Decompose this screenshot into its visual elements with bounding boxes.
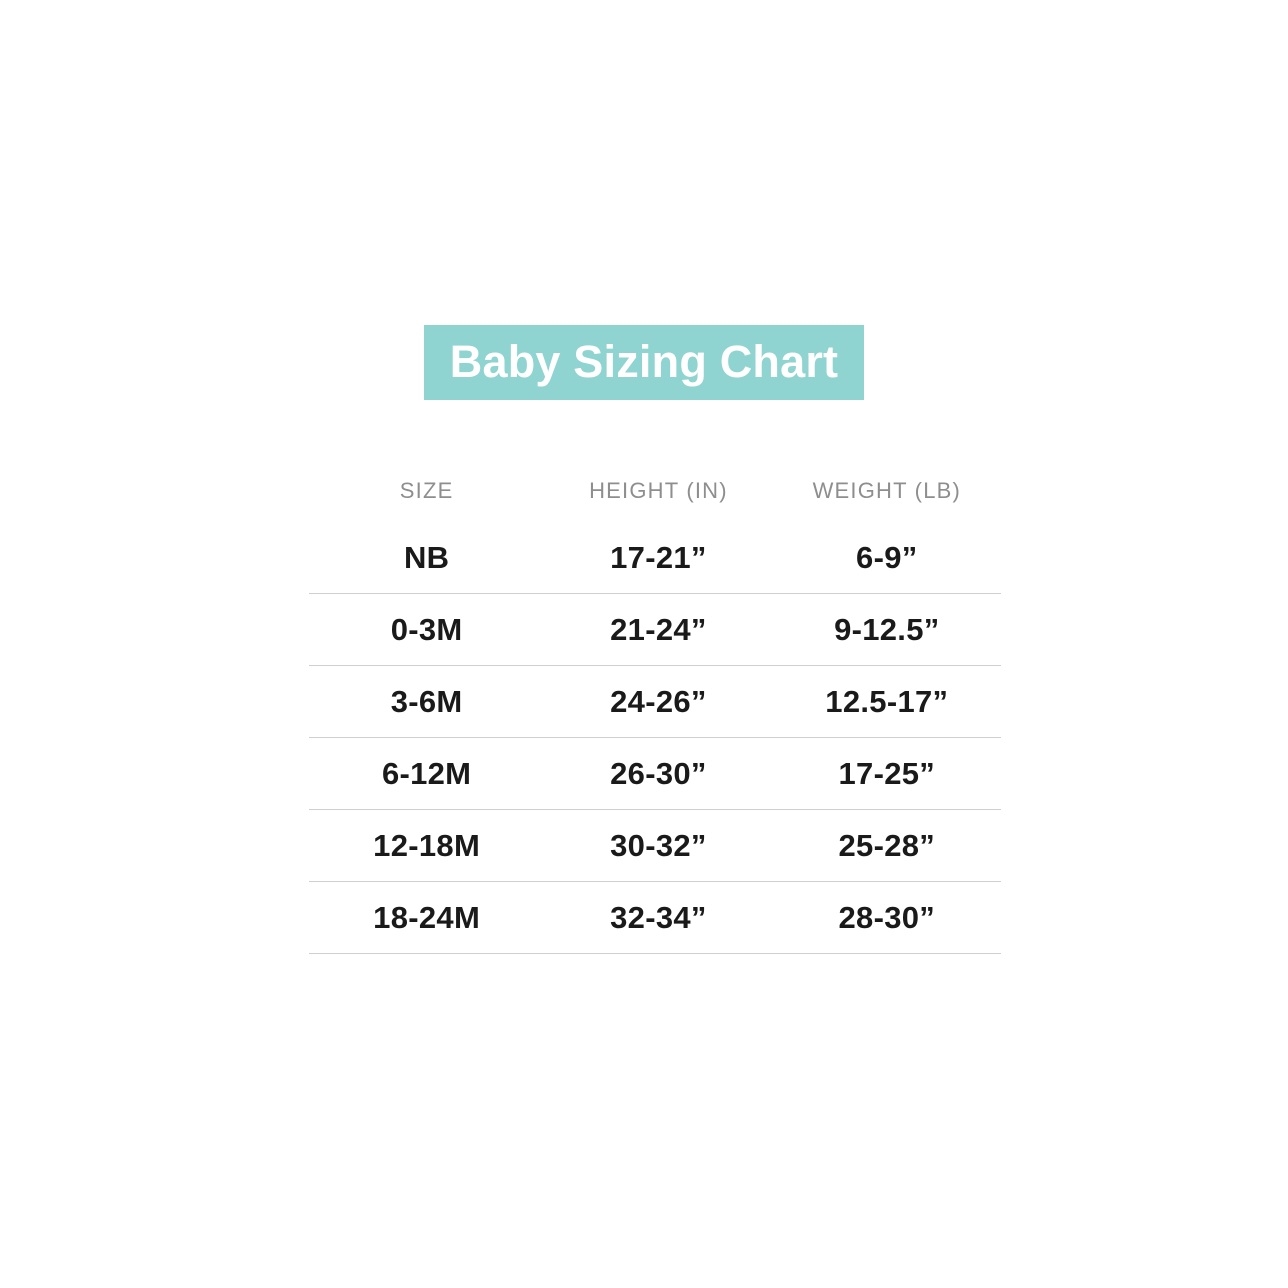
cell-size: 12-18M — [373, 827, 481, 863]
cell-weight: 12.5-17” — [825, 683, 949, 719]
cell-height: 26-30” — [610, 755, 707, 791]
cell-size: 3-6M — [390, 683, 463, 719]
sizing-table-container — [309, 478, 1001, 954]
table-row — [309, 882, 1001, 954]
cell-height: 17-21” — [610, 539, 707, 575]
table-row — [309, 594, 1001, 666]
cell-weight: 9-12.5” — [834, 611, 940, 647]
column-header-height: HEIGHT (IN) — [589, 478, 728, 503]
table-row — [309, 738, 1001, 810]
table-row — [309, 522, 1001, 594]
table-row — [309, 810, 1001, 882]
cell-size: 0-3M — [390, 611, 463, 647]
title-container — [0, 325, 1288, 400]
table-header-row — [309, 478, 1001, 522]
page-title: Baby Sizing Chart — [424, 325, 864, 400]
table-body — [309, 522, 1001, 954]
cell-size: 18-24M — [373, 899, 481, 935]
cell-weight: 17-25” — [838, 755, 936, 791]
column-header-weight: WEIGHT (LB) — [812, 478, 962, 503]
cell-size: 6-12M — [381, 755, 472, 791]
cell-height: 30-32” — [610, 827, 707, 863]
cell-height: 24-26” — [610, 683, 707, 719]
cell-weight: 25-28” — [838, 827, 936, 863]
column-header-size: SIZE — [399, 478, 454, 503]
cell-height: 32-34” — [610, 899, 707, 935]
sizing-table — [309, 478, 1001, 954]
cell-weight: 28-30” — [838, 899, 936, 935]
cell-height: 21-24” — [610, 611, 707, 647]
table-header — [309, 478, 1001, 522]
cell-size: NB — [403, 539, 450, 575]
table-row — [309, 666, 1001, 738]
cell-weight: 6-9” — [856, 539, 918, 575]
